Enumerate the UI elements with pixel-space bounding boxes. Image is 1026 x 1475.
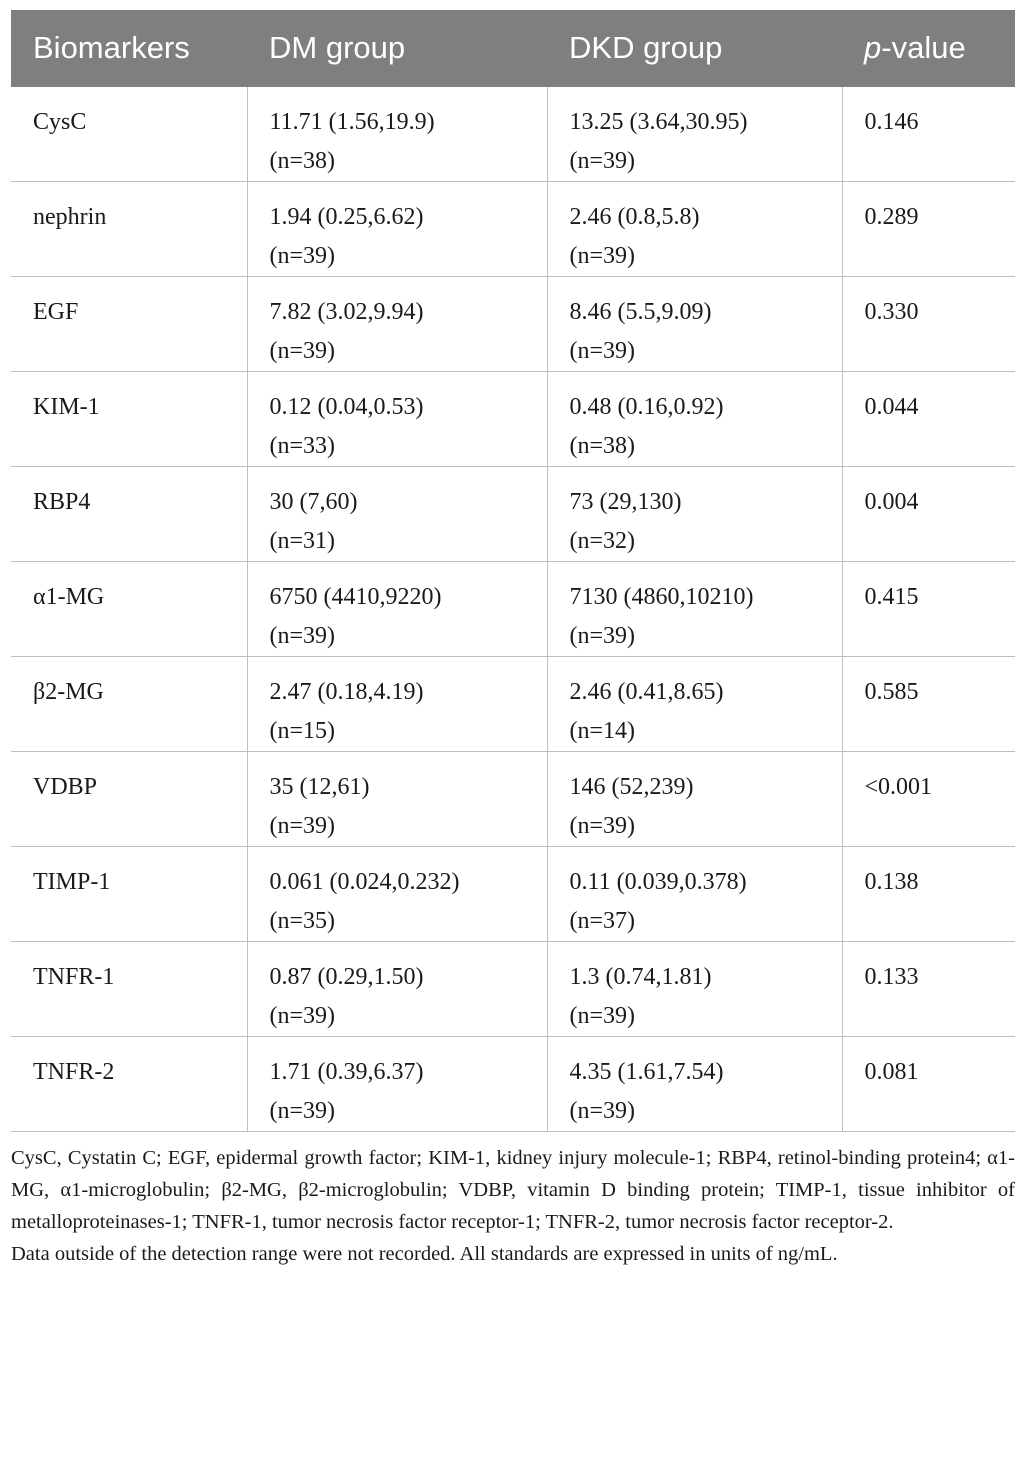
cell-dm-group xyxy=(247,847,547,942)
table-header-row xyxy=(11,10,1015,87)
table-row xyxy=(11,657,1015,752)
cell-biomarker-biomarker: nephrin xyxy=(33,204,107,230)
cell-p-value xyxy=(842,562,1015,657)
cell-dm-group xyxy=(247,942,547,1037)
cell-dkd-group xyxy=(547,1037,842,1132)
cell-dm-group-dm-n: (n=15) xyxy=(269,718,336,744)
cell-dm-group-dm-n: (n=39) xyxy=(269,623,336,649)
cell-dkd-group xyxy=(547,467,842,562)
cell-p-value-p: 0.133 xyxy=(864,964,919,990)
table-row xyxy=(11,562,1015,657)
cell-dkd-group xyxy=(547,372,842,467)
cell-biomarker-biomarker: VDBP xyxy=(33,774,98,800)
cell-dkd-group-dkd-value: 7130 (4860,10210) xyxy=(569,584,754,610)
cell-p-value xyxy=(842,372,1015,467)
cell-biomarker xyxy=(11,562,247,657)
cell-dm-group xyxy=(247,182,547,277)
cell-biomarker-biomarker: TNFR-2 xyxy=(33,1059,115,1085)
cell-biomarker-biomarker: EGF xyxy=(33,299,79,325)
cell-p-value xyxy=(842,1037,1015,1132)
cell-dkd-group xyxy=(547,752,842,847)
table-row xyxy=(11,87,1015,182)
table-row xyxy=(11,467,1015,562)
table-body xyxy=(11,87,1015,1132)
cell-dkd-group-dkd-value: 13.25 (3.64,30.95) xyxy=(569,109,748,135)
cell-dm-group-dm-n: (n=31) xyxy=(269,528,336,554)
cell-biomarker-biomarker: KIM-1 xyxy=(33,394,100,420)
cell-dm-group xyxy=(247,562,547,657)
table-row xyxy=(11,942,1015,1037)
cell-dkd-group-dkd-n: (n=14) xyxy=(569,718,636,744)
cell-p-value xyxy=(842,87,1015,182)
cell-dm-group-dm-value: 1.71 (0.39,6.37) xyxy=(269,1059,424,1085)
header-dkd-group: DKD group xyxy=(547,10,842,87)
footnote-abbreviations: CysC, Cystatin C; EGF, epidermal growth factor; KIM-1, kidney injury molecule-1; RBP4, retinol-binding protein4; α1-MG, α1-microglobulin; β2-MG, β2-microglobulin; VDBP, vitamin D binding protein; TIMP-1, tissue inhibitor of metalloproteinases-1; TNFR-1, tumor necrosis factor receptor-1; TNFR-2, tumor necrosis factor receptor-2. xyxy=(11,1147,1015,1233)
cell-biomarker-biomarker: RBP4 xyxy=(33,489,91,515)
cell-dkd-group xyxy=(547,847,842,942)
cell-biomarker xyxy=(11,467,247,562)
cell-dm-group-dm-value: 2.47 (0.18,4.19) xyxy=(269,679,424,705)
cell-dkd-group-dkd-n: (n=32) xyxy=(569,528,636,554)
cell-dkd-group-dkd-value: 0.48 (0.16,0.92) xyxy=(569,394,724,420)
cell-p-value xyxy=(842,277,1015,372)
table-row xyxy=(11,1037,1015,1132)
cell-p-value-p: 0.289 xyxy=(864,204,919,230)
cell-biomarker xyxy=(11,942,247,1037)
cell-dkd-group-dkd-n: (n=39) xyxy=(569,338,636,364)
cell-dm-group-dm-n: (n=39) xyxy=(269,813,336,839)
cell-dkd-group-dkd-n: (n=38) xyxy=(569,433,636,459)
cell-dkd-group-dkd-value: 73 (29,130) xyxy=(569,489,682,515)
biomarker-table xyxy=(11,10,1015,1132)
cell-p-value xyxy=(842,752,1015,847)
cell-dkd-group xyxy=(547,657,842,752)
cell-p-value xyxy=(842,657,1015,752)
cell-dkd-group xyxy=(547,182,842,277)
table-row xyxy=(11,752,1015,847)
cell-dkd-group-dkd-value: 4.35 (1.61,7.54) xyxy=(569,1059,724,1085)
table-footnote xyxy=(11,1142,1015,1270)
cell-biomarker-biomarker: β2-MG xyxy=(33,679,104,705)
table-row xyxy=(11,182,1015,277)
cell-biomarker xyxy=(11,657,247,752)
cell-biomarker xyxy=(11,87,247,182)
cell-dm-group-dm-n: (n=39) xyxy=(269,338,336,364)
cell-dm-group-dm-value: 0.061 (0.024,0.232) xyxy=(269,869,460,895)
cell-dm-group-dm-value: 6750 (4410,9220) xyxy=(269,584,442,610)
header-p-value: p-value xyxy=(842,10,1015,87)
cell-p-value-p: 0.330 xyxy=(864,299,919,325)
cell-dkd-group-dkd-value: 0.11 (0.039,0.378) xyxy=(569,869,747,895)
cell-dkd-group-dkd-value: 2.46 (0.41,8.65) xyxy=(569,679,724,705)
header-dm-group: DM group xyxy=(247,10,547,87)
cell-dm-group-dm-n: (n=39) xyxy=(269,1098,336,1124)
cell-dm-group xyxy=(247,87,547,182)
cell-p-value-p: 0.138 xyxy=(864,869,919,895)
cell-dm-group-dm-n: (n=35) xyxy=(269,908,336,934)
cell-p-value-p: 0.146 xyxy=(864,109,919,135)
cell-dm-group-dm-n: (n=39) xyxy=(269,1003,336,1029)
cell-p-value-p: 0.081 xyxy=(864,1059,919,1085)
cell-dkd-group-dkd-value: 2.46 (0.8,5.8) xyxy=(569,204,700,230)
cell-biomarker xyxy=(11,277,247,372)
cell-p-value-p: 0.044 xyxy=(864,394,919,420)
cell-dkd-group-dkd-n: (n=39) xyxy=(569,1003,636,1029)
cell-biomarker xyxy=(11,182,247,277)
cell-p-value xyxy=(842,942,1015,1037)
cell-biomarker xyxy=(11,847,247,942)
cell-p-value-p: 0.004 xyxy=(864,489,919,515)
cell-biomarker-biomarker: TNFR-1 xyxy=(33,964,115,990)
table-row xyxy=(11,372,1015,467)
cell-p-value-p: <0.001 xyxy=(864,774,933,800)
cell-dm-group-dm-value: 0.87 (0.29,1.50) xyxy=(269,964,424,990)
cell-dkd-group-dkd-n: (n=39) xyxy=(569,813,636,839)
cell-dkd-group-dkd-n: (n=39) xyxy=(569,623,636,649)
cell-dkd-group xyxy=(547,942,842,1037)
cell-dkd-group xyxy=(547,87,842,182)
table-row xyxy=(11,847,1015,942)
header-biomarkers: Biomarkers xyxy=(11,10,247,87)
cell-dm-group-dm-n: (n=39) xyxy=(269,243,336,269)
cell-dm-group-dm-value: 1.94 (0.25,6.62) xyxy=(269,204,424,230)
cell-dkd-group-dkd-value: 146 (52,239) xyxy=(569,774,694,800)
cell-dkd-group xyxy=(547,562,842,657)
cell-dkd-group-dkd-value: 1.3 (0.74,1.81) xyxy=(569,964,712,990)
cell-dm-group xyxy=(247,1037,547,1132)
cell-p-value-p: 0.585 xyxy=(864,679,919,705)
cell-dm-group-dm-n: (n=38) xyxy=(269,148,336,174)
cell-dkd-group-dkd-value: 8.46 (5.5,9.09) xyxy=(569,299,712,325)
cell-biomarker-biomarker: TIMP-1 xyxy=(33,869,111,895)
cell-dm-group xyxy=(247,277,547,372)
cell-dkd-group-dkd-n: (n=39) xyxy=(569,148,636,174)
cell-dm-group-dm-value: 0.12 (0.04,0.53) xyxy=(269,394,424,420)
cell-biomarker-biomarker: α1-MG xyxy=(33,584,105,610)
cell-biomarker xyxy=(11,1037,247,1132)
cell-dkd-group-dkd-n: (n=39) xyxy=(569,243,636,269)
cell-dm-group xyxy=(247,657,547,752)
cell-p-value xyxy=(842,182,1015,277)
cell-dkd-group-dkd-n: (n=37) xyxy=(569,908,636,934)
cell-dm-group-dm-n: (n=33) xyxy=(269,433,336,459)
table-row xyxy=(11,277,1015,372)
cell-dm-group-dm-value: 11.71 (1.56,19.9) xyxy=(269,109,435,135)
cell-biomarker xyxy=(11,372,247,467)
cell-dkd-group xyxy=(547,277,842,372)
cell-dm-group xyxy=(247,752,547,847)
cell-p-value xyxy=(842,847,1015,942)
cell-dkd-group-dkd-n: (n=39) xyxy=(569,1098,636,1124)
table-container xyxy=(11,10,1015,1270)
cell-dm-group-dm-value: 7.82 (3.02,9.94) xyxy=(269,299,424,325)
cell-dm-group xyxy=(247,467,547,562)
footnote-note: Data outside of the detection range were not recorded. All standards are expressed in units of ng/mL. xyxy=(11,1243,838,1265)
cell-dm-group-dm-value: 30 (7,60) xyxy=(269,489,358,515)
cell-dm-group-dm-value: 35 (12,61) xyxy=(269,774,370,800)
cell-p-value-p: 0.415 xyxy=(864,584,919,610)
cell-biomarker xyxy=(11,752,247,847)
cell-p-value xyxy=(842,467,1015,562)
cell-dm-group xyxy=(247,372,547,467)
cell-biomarker-biomarker: CysC xyxy=(33,109,87,135)
